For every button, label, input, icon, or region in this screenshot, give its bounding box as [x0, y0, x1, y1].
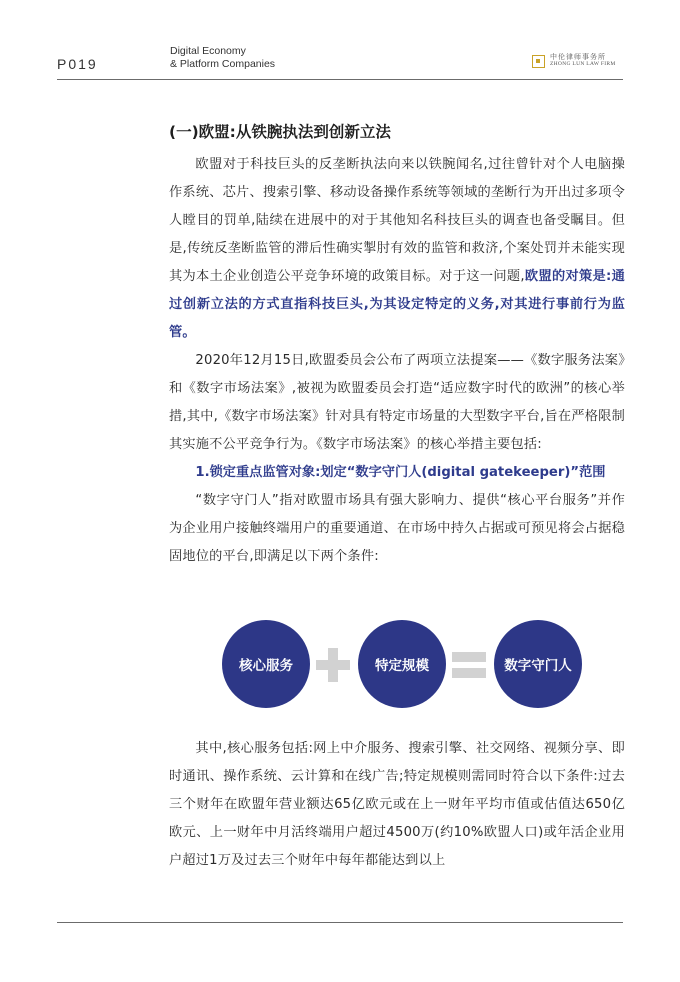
- logo-en-text: ZHONG LUN LAW FIRM: [550, 61, 616, 67]
- main-content: [169, 119, 625, 571]
- page-number: P019: [57, 56, 98, 72]
- plus-icon: [316, 648, 350, 682]
- after-diagram-content: [169, 735, 625, 875]
- header-divider: [57, 79, 623, 80]
- publication-line-2: & Platform Companies: [170, 58, 276, 70]
- paragraph-1-text: 欧盟对于科技巨头的反垄断执法向来以铁腕闻名,过往曾针对个人电脑操作系统、芯片、搜索引擎、移动设备操作系统等领域的垄断行为开出过多项令人瞠目的罚单,陆续在进展中的对于其他知名科技巨头的调查也备受瞩目。但是,传统反垄断监管的滞后性确实掣肘有效的监管和救济,个案处罚并未能实现其为本土企业创造公平竞争环境的政策目标。对于这一问题,: [169, 157, 625, 284]
- equals-icon: [452, 650, 486, 680]
- gatekeeper-equation-diagram: [222, 620, 602, 710]
- paragraph-2: 2020年12月15日,欧盟委员会公布了两项立法提案——《数字服务法案》和《数字市场法案》,被视为欧盟委员会打造“适应数字时代的欧洲”的核心举措,其中,《数字市场法案》针对具有特定市场量的大型数字平台,旨在严格限制其实施不公平竞争行为。《数字市场法案》的核心举措主要包括:: [169, 353, 625, 452]
- publication-line-1: Digital Economy: [170, 45, 246, 57]
- footer-divider: [57, 922, 623, 923]
- core-services-circle: 核心服务: [222, 620, 310, 708]
- logo-mark-icon: [532, 55, 545, 68]
- publication-title: [170, 45, 275, 71]
- paragraph-4: 其中,核心服务包括:网上中介服务、搜索引擎、社交网络、视频分享、即时通讯、操作系统、云计算和在线广告;特定规模则需同时符合以下条件:过去三个财年在欧盟年营业额达65亿欧元或在上一财年平均市值或估值达650亿欧元、上一财年中月活终端用户超过4500万(约10%欧盟人口)或年活企业用户超过1万及过去三个财年中每年都能达到以上: [169, 741, 625, 868]
- specific-scale-circle: 特定规模: [358, 620, 446, 708]
- paragraph-1-highlight: 欧盟的对策是:通过创新立法的方式直指科技巨头,为其设定特定的义务,对其进行事前行为监管。: [169, 269, 626, 340]
- section-heading: (一)欧盟:从铁腕执法到创新立法: [169, 123, 391, 141]
- subheading: 1.锁定重点监管对象:划定“数字守门人(digital gatekeeper)”范围: [195, 465, 606, 480]
- paragraph-1: [169, 151, 625, 347]
- gatekeeper-circle: 数字守门人: [494, 620, 582, 708]
- logo-cn-text: 中伦律师事务所: [550, 53, 606, 61]
- firm-logo: [532, 54, 616, 68]
- paragraph-3: “数字守门人”指对欧盟市场具有强大影响力、提供“核心平台服务”并作为企业用户接触终端用户的重要通道、在市场中持久占据或可预见将会占据稳固地位的平台,即满足以下两个条件:: [169, 493, 625, 564]
